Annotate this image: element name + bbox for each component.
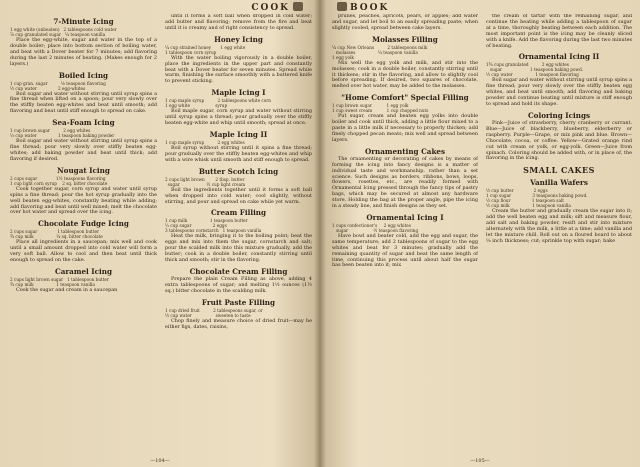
page-number-right: —105—	[470, 458, 490, 464]
recipe-directions: Place the egg-white, sugar and water in the top of a double boiler; place into bottom section of boiling water, and beat with a Dover beater for 7 minutes; add flavoring during the last 2 minutes of beating. (Makes enough for 2 layers.)	[10, 37, 157, 67]
ingredient-list: 1 cup dried fruit 2 tablespoons sugar, or ½ cup water sweeten to taste	[165, 307, 263, 318]
recipe-title: Ornamenting Cakes	[364, 146, 446, 156]
recipe-directions: Boil sugar and water without stirring until syrup spins a fine thread when lifted on a spoon; pour very slowly over the stiffly beaten egg-whites and beat until smooth; add flavoring and beat until stiff enough to spread on cake.	[10, 90, 157, 115]
ingredient-list: ¼ cup strained honey 1 egg white 1 tablespoon corn syrup	[165, 44, 246, 55]
recipe-directions: Prepare the plain Cream Filling as above, adding 4 extra tablespoons of sugar; and melting 1½ ounces (1½ sq.) bitter chocolate in the scalding milk.	[165, 275, 312, 294]
right-page	[320, 0, 640, 467]
recipe-directions: Boil maple sugar, corn syrup and water without stirring until syrup spins a thread; pour gradually over the stiffly beaten egg-white and whip until smooth; spread at once.	[165, 108, 312, 127]
ingredient-list: 1 cup brown sugar 1 egg yolk 1 cup sweet cream 1 cup chopped nuts	[332, 103, 429, 114]
left-column-1	[10, 14, 157, 454]
recipe-directions: Boil the ingredients together until it forms a soft ball when dropped into cold water; cool slightly, without stirring, and pour and spread on cake while yet warm.	[165, 186, 312, 205]
ingredient-list: 1 cup milk 1 teaspoon butter ⅓ cup sugar 2 eggs 3 tablespoons cornstarch 1 teaspoon vanilla	[165, 218, 262, 234]
recipe-directions: Put sugar, cream and beaten egg yolks into double boiler and cook until thick, adding a little flour mixed to a paste in a little milk if necessary to properly thicken; add finely chopped pecan meats; mix well and spread between layers.	[332, 113, 478, 143]
header-title-left: COOK	[251, 3, 290, 13]
recipe-title: Maple Icing I	[211, 88, 266, 98]
ingredient-list: 2 cups sugar 1½ teaspoons flavoring 1 cup light corn syrup 2 sq. bitter chocolate	[10, 175, 108, 186]
recipe-directions: Heat the milk, bringing it to the boiling point; beat the eggs and mix into them the sugar, cornstarch and salt; pour the scalded milk into this mixture gradually, add the butter; cook in a double boiler, constantly stirring until thick and smooth; stir in the flavoring.	[165, 233, 312, 264]
ingredient-list: 1 cup brown sugar 2 egg whites ⅓ cup water 1 teaspoon baking powder	[10, 128, 115, 139]
recipe-directions: until it forms a soft ball when dropped in cold water; add butter and flavoring; remove from the fire and beat until it is creamy and of right consistency to spread.	[165, 14, 312, 31]
ingredient-list: 1 cup maple syrup 2 egg whites	[165, 139, 245, 145]
ingredient-list: 1 cup gran. sugar ⅛ teaspoon flavoring ½ cup water 2 egg-whites	[10, 80, 106, 91]
emblem-icon	[337, 2, 347, 11]
ingredient-list: 2 cups light brown sugar 1 tablespoon butter ¾ cup milk 1 teaspoon vanilla	[10, 276, 109, 287]
recipe-title: Ornamental Icing II	[518, 52, 600, 62]
recipe-title: Butter Scotch Icing	[198, 166, 279, 176]
recipe-title: Maple Icing II	[209, 129, 268, 139]
recipe-directions: the cream of tartar with the remaining sugar, and continue the beating while adding a tablespoon of sugar at a time, thoroughly beating between each addition. The most important point is the icing may be cleanly sliced with a knife. Add the flavoring during the last two minutes of beating.	[486, 14, 632, 49]
recipe-directions: With the water boiling vigorously in a double boiler, place the ingredients in the upper part and constantly beat with a Dover beater for seven minutes. Spread while warm, finishing the surface smoothly with a buttered knife to prevent sticking.	[165, 54, 312, 85]
ingredient-list: ¼ cup New Orleans 2 tablespoons milk molasses ¼ teaspoon vanilla 1 egg yolk	[332, 44, 428, 60]
recipe-directions: Pink—Juice of strawberry, cherry cranberry or currant. Blue—Juice of blackberry, blueberry, elderberry or raspberry. Purple—Grape, or mix pink and blue. Brown—Chocolate, cocoa, or coffee. Yellow—Grated orange rind cut with cream or yolk, or egg-yolk. Green—Juice from spinach. Coloring should be added with, or in place of, the flavoring in the icing.	[486, 119, 632, 162]
recipe-title: 7-Minute Icing	[53, 17, 114, 26]
recipe-title: "Home Comfort" Special Filling	[341, 93, 469, 103]
recipe-title: SMALL CAKES	[523, 165, 595, 176]
recipe-directions: Cook the sugar and cream in a saucepan	[16, 286, 118, 293]
recipe-directions: Mix well the egg yolk and milk, and stir into the molasses; cook in a double boiler, constantly stirring until it thickens; stir in the flavoring, and allow to slightly cool before spreading. If desired, two squares of chocolate, melted over hot water, may be added to the molasses.	[332, 59, 478, 90]
ingredient-list: 1 egg white (unbeaten) 2 tablespoons cold water ⅞ cup granulated sugar ¼ teaspoon vanilla	[10, 27, 117, 37]
ingredient-list: 1 cup maple syrup 2 tablespoons white corn 1 egg white syrup	[165, 98, 271, 109]
ingredient-list: ½ cup butter 2 eggs 1 cup sugar 3 teaspoons baking powd. ½ cup flour 1 teaspoon salt ½ cup milk 1 teaspoon vanilla	[486, 188, 588, 209]
emblem-icon	[293, 2, 303, 11]
recipe-title: Nougat Icing	[57, 165, 110, 175]
ingredient-list: 2 cups light brown 2 tbsp. butter sugar ½ cup light cream	[165, 176, 246, 187]
running-header-right	[334, 2, 389, 13]
recipe-title: Caramel Icing	[55, 266, 112, 276]
recipe-title: Honey Icing	[214, 34, 263, 44]
recipe-directions: Boil syrup without stirring until it spins a fine thread; pour gradually over the stiffly beaten egg-whites and whip with a wire whisk until smooth and stiff enough to spread.	[165, 144, 312, 163]
recipe-directions: Boil sugar and water without stirring until syrup spins a fine thread; pour very slowly over stiffly beaten egg-whites; add baking powder and beat until thick; add flavoring if desired.	[10, 138, 157, 162]
ingredient-list: 1 cups confectioner's 2 egg whites sugar ½ teaspoon flavoring	[332, 222, 419, 233]
recipe-directions: Have bowl and beater cold, add the egg and sugar, the same temperature; add 2 tablespoons of sugar to the egg whites and beat for 3 minutes; gradually add the remaining quantity of sugar and beat the same length of time, continuing this process until about half the sugar has been beaten into it; mix	[332, 232, 478, 269]
header-title-right: BOOK	[350, 3, 390, 13]
recipe-title: Coloring Icings	[527, 110, 591, 120]
running-header-left	[251, 2, 306, 13]
recipe-title: Vanilla Wafers	[530, 178, 588, 188]
recipe-directions: Place all ingredients in a saucepan; mix well and cook until a small amount dropped into cold water will form a very soft ball. Allow to cool and then beat until thick enough to spread on the cake.	[10, 239, 157, 264]
recipe-directions: Cream the butter and gradually cream the sugar into it; add the well beaten egg and milk; sift and measure flour, add salt and baking powder, resift and stir into mixture alternately with the milk, a little at a time; add vanilla and let the mixture chill. Roll out on a floured board to about ⅛ inch thickness; cut; sprinkle top with sugar; bake	[486, 208, 632, 244]
recipe-directions: Boil sugar and water without stirring until syrup spins a fine thread; pour very slowly over the stiffly beaten egg whites, and beat until smooth; add flavoring and baking powder and continue beating until mixture is stiff enough to spread and hold its shape.	[486, 77, 632, 108]
recipe-directions: prunes, peaches, apricots, pears, or apples; add water and sugar, and let boil to an easily spreading paste; when slightly cooled, spread between cake layers.	[332, 14, 478, 31]
right-column-1	[332, 14, 478, 454]
recipe-directions: Cook together sugar, corn syrup and water until syrup spins a fine thread; pour the hot syrup gradually into the well beaten egg-whites, constantly beating while adding; add flavoring and beat until well mixed; melt the chocolate over hot water and spread over the icing.	[10, 185, 157, 216]
recipe-title: Fruit Paste Filling	[201, 297, 276, 307]
recipe-directions: The ornamenting or decorating of cakes by means of forming the icing into fancy designs is a matter of individual taste and workmanship, rather than a set science. Such designs as borders, ribbons, bows, loops, flowers, rosettes, etc., are readily formed with Ornamental Icing pressed through the fancy tips of pastry bags, which may be secured at almost any hardware store. Holding the bag at the proper angle, pipe the icing in a steady line, and finish designs as they set.	[332, 155, 478, 210]
recipe-title: Ornamental Icing I	[366, 212, 444, 222]
page-number-left: —104—	[150, 458, 170, 464]
ingredient-list: 2 cups sugar 1 tablespoon butter ¾ cup milk ¼ sq. bitter chocolate	[10, 229, 103, 240]
recipe-directions: Chop finely and measure choice of dried fruit—may be either figs, dates, raisins,	[165, 317, 312, 330]
right-column-2	[486, 14, 632, 454]
ingredient-list: 1¾ cups granulated 2 egg whites sugar 1 teaspoon baking powd. ½ cup water 1 teaspoon flavoring	[486, 62, 584, 78]
recipe-title: Cream Filling	[210, 208, 267, 218]
recipe-title: Chocolate Fudge Icing	[38, 219, 129, 229]
recipe-title: Chocolate Cream Filling	[189, 266, 288, 276]
recipe-title: Sea-Foam Icing	[52, 118, 115, 128]
left-column-2	[165, 14, 312, 454]
recipe-title: Molasses Filling	[372, 34, 438, 44]
recipe-title: Boiled Icing	[58, 70, 109, 80]
